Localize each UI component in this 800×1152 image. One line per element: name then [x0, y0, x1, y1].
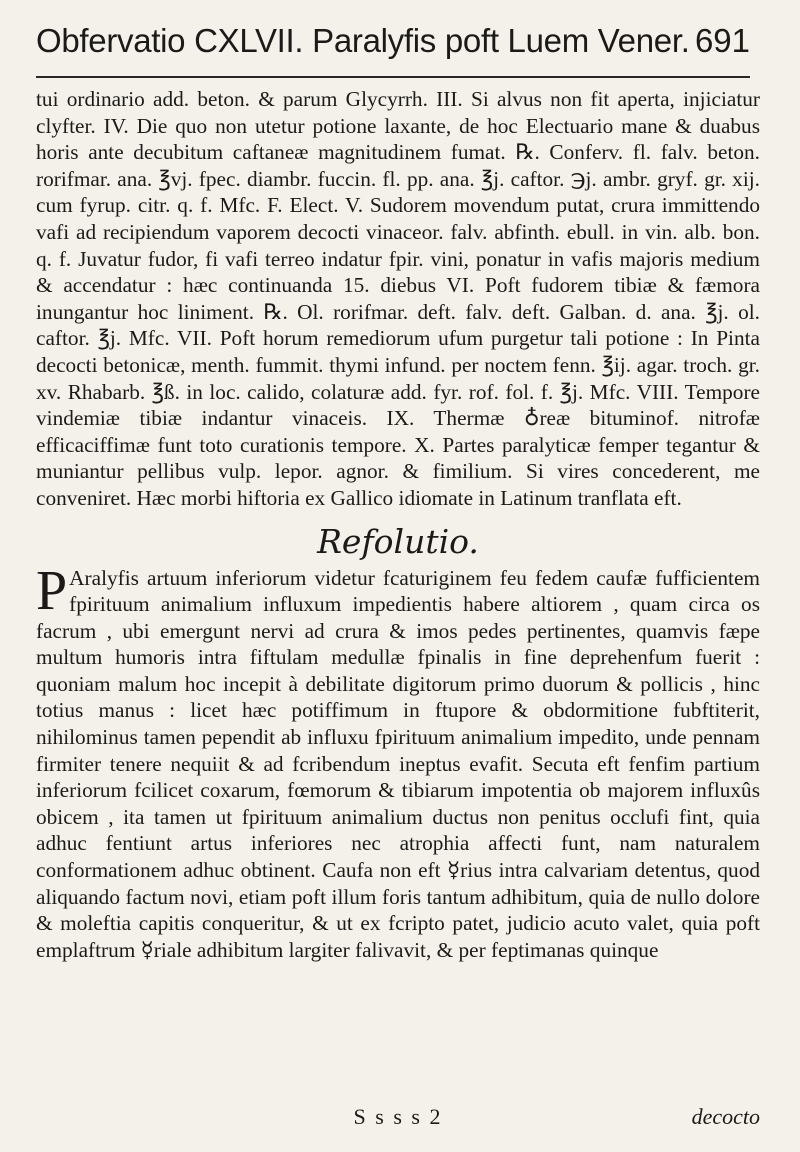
signature-mark: S s s s 2 [353, 1104, 443, 1129]
page-body [36, 86, 760, 963]
page-footer [36, 1104, 760, 1134]
running-title: Obfervatio CXLVII. Paralyfis poft Luem Vener. [36, 22, 690, 59]
drop-cap: P [36, 559, 68, 622]
page-header [36, 16, 750, 78]
paragraph-resolutio [36, 559, 760, 964]
catchword: decocto [691, 1104, 760, 1129]
paragraph-prescription: tui ordinario add. beton. & parum Glycyrrh. III. Si alvus non fit aperta, injiciatur clyfter. IV. Die quo non utetur potione laxante, de hoc Electuario mane & duabus horis ante decubitum caftaneæ magnitudinem fumat. ℞. Conferv. fl. falv. beton. rorifmar. ana. ℥vj. fpec. diambr. fuccin. fl. pp. ana. ℥j. caftor. ℈j. ambr. gryf. gr. xij. cum fyrup. citr. q. f. Mfc. F. Elect. V. Sudorem movendum putat, crura immittendo vafi ad recipiendum vaporem decocti vinaceor. falv. abfinth. ebull. in vin. alb. bon. q. f. Juvatur fudor, fi vafi terreo indatur fpir. vini, ponatur in vafis majoris medium & accendatur : hæc continuanda 15. diebus VI. Poft fudorem tibiæ & fæmora inungantur hoc liniment. ℞. Ol. rorifmar. deft. falv. deft. Galban. d. ana. ℥j. ol. caftor. ℥j. Mfc. VII. Poft horum remediorum ufum purgetur tali potione : In Pinta decocti betonicæ, menth. fummit. thymi infund. per noctem fenn. ℥ij. agar. troch. gr. xv. Rhabarb. ℥ß. in loc. calido, colaturæ add. fyr. rof. fol. f. ℥j. Mfc. VIII. Tempore vindemiæ tibiæ indantur vinaceis. IX. Thermæ ♁reæ bituminof. nitrofæ efficaciffimæ funt toto curationis tempore. X. Partes paralyticæ femper tegantur & muniantur pellibus vulp. lepor. agnor. & fimilium. Si vires concederent, me conveniret. Hæc morbi hiftoria ex Gallico idiomate in Latinum tranflata eft. [36, 87, 760, 510]
page-number: 691 [694, 22, 750, 59]
section-title: Refolutio. [317, 521, 479, 561]
paragraph-resolutio-text: Aralyfis artuum inferiorum videtur fcaturiginem feu fedem caufæ fufficientem fpirituum animalium influxum impedientis habere altiorem , quam circa os facrum , ubi emergunt nervi ad crura & imos pedes pertinentes, quamvis fæpe multum humoris intra fiftulam medullæ fpinalis in fine deprehenfum fuerit : quoniam malum hoc incepit à debilitate digitorum primo duorum & pollicis , hinc totius manus : licet hæc potiffimum in ftupore & obdormitione fubftiterit, nihilominus tamen pependit ab influxu fpirituum animalium impedito, unde pennam firmiter tenere nequiit & ad fcribendum ineptus evafit. Secuta eft fenfim partium inferiorum fcilicet coxarum, fœmorum & tibiarum impotentia ob majorem influxûs obicem , ita tamen ut fpirituum animalium ductus non penitus occlufi fint, quia adhuc fentiunt artus inferiores nec atrophia affecti funt, nam naturalem conformationem adhuc obtinent. Caufa non eft ☿rius intra calvariam detentus, quod aliquando factum novi, etiam poft illum foris tantum adhibitum, quia de nullo dolore & moleftia capitis conqueritur, & ut ex fcripto patet, judicio acuto valet, quia poft emplaftrum ☿riale adhibitum largiter falivavit, & per feptimanas quinque [36, 565, 760, 962]
